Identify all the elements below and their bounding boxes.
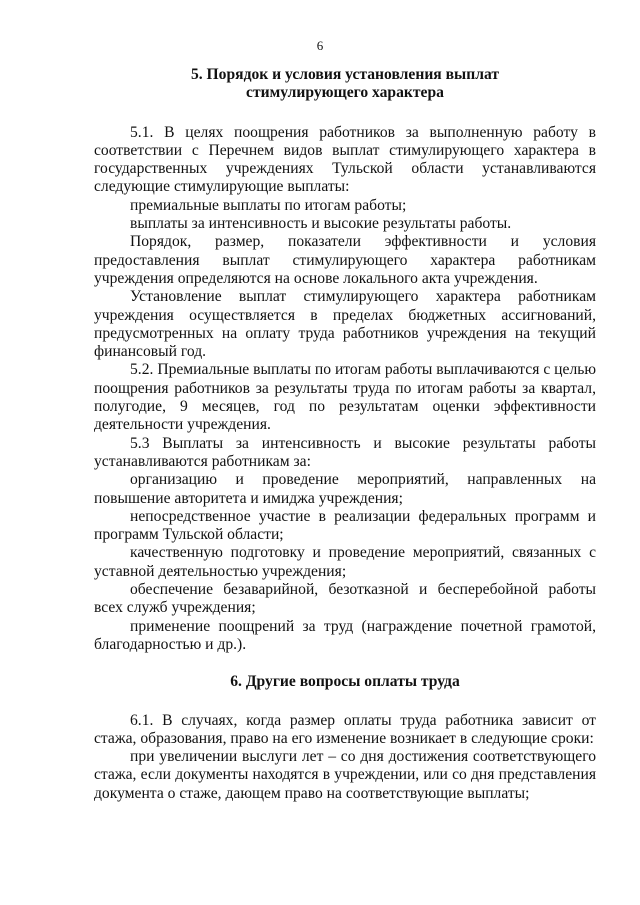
paragraph-5-3: 5.3 Выплаты за интенсивность и высокие результаты работы устанавливаются работникам за:	[94, 434, 596, 470]
paragraph-procedure: Порядок, размер, показатели эффективности и условия предоставления выплат стимулирующего характера работникам учреждения определяются на основе локального акта учреждения.	[94, 233, 596, 287]
list-item-preparation: качественную подготовку и проведение мероприятий, связанных с уставной деятельностью учреждения;	[94, 544, 596, 580]
section-6-heading: 6. Другие вопросы оплаты труда	[230, 673, 460, 691]
document-body	[94, 66, 596, 803]
list-item-uninterrupted-work: обеспечение безаварийной, безотказной и бесперебойной работы всех служб учреждения;	[94, 581, 596, 617]
paragraph-seniority: при увеличении выслуги лет – со дня достижения соответствующего стажа, если документы находятся в учреждении, или со дня представления документа о стаже, дающем право на соответствующие выплаты;	[94, 748, 596, 802]
paragraph-establishment: Установление выплат стимулирующего характера работникам учреждения осуществляется в пределах бюджетных ассигнований, предусмотренных на оплату труда работников учреждения на текущий финансовый год.	[94, 288, 596, 361]
paragraph-6-1: 6.1. В случаях, когда размер оплаты труда работника зависит от стажа, образования, право на его изменение возникает в следующие сроки:	[94, 711, 596, 747]
list-item-events: организацию и проведение мероприятий, направленных на повышение авторитета и имиджа учреждения;	[94, 471, 596, 507]
paragraph-5-2: 5.2. Премиальные выплаты по итогам работы выплачиваются с целью поощрения работников за результаты труда по итогам работы за квартал, полугодие, 9 месяцев, год по результатам оценки эффективности деятельности учреждения.	[94, 361, 596, 434]
section-5-title-line-1: 5. Порядок и условия установления выплат	[190, 66, 500, 83]
list-item-programs: непосредственное участие в реализации федеральных программ и программ Тульской области;	[94, 507, 596, 544]
list-item-intensity-payments: выплаты за интенсивность и высокие результаты работы.	[130, 215, 512, 233]
section-5-heading	[94, 66, 596, 103]
page-number: 6	[316, 38, 324, 53]
list-item-premium-payments: премиальные выплаты по итогам работы;	[130, 196, 407, 214]
paragraph-5-1: 5.1. В целях поощрения работников за выполненную работу в соответствии с Перечнем видов выплат стимулирующего характера в государственных учреждениях Тульской области устанавливаются следующие стимулирующие выплаты:	[94, 123, 596, 196]
section-5-title-line-2: стимулирующего характера	[246, 84, 444, 102]
list-item-incentives: применение поощрений за труд (награждение почетной грамотой, благодарностью и др.).	[94, 617, 596, 653]
